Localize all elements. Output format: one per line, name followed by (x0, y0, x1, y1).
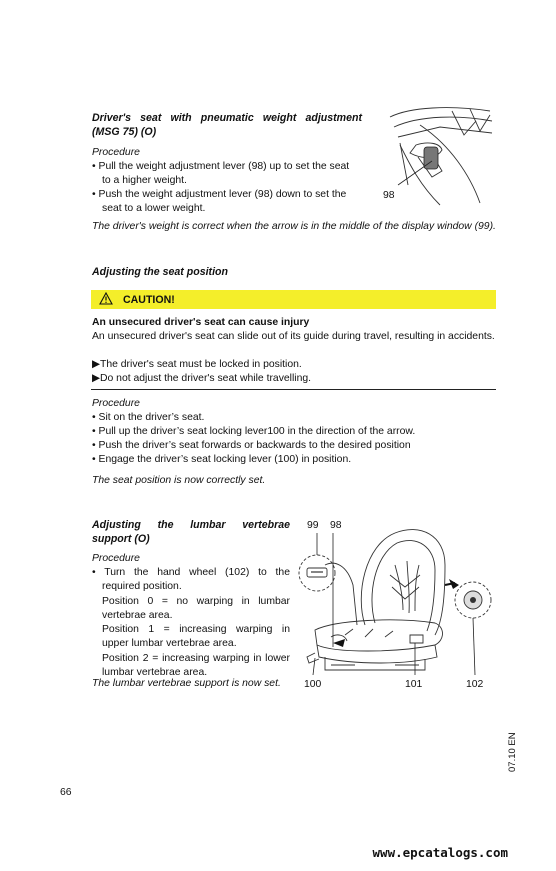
section2-result: The seat position is now correctly set. (92, 475, 266, 486)
section3-line: lumbar vertebrae area. (102, 667, 208, 679)
section2-title: Adjusting the seat position (92, 266, 228, 278)
section1-title-line2: (MSG 75) (O) (92, 126, 157, 139)
section3-line: required position. (102, 581, 182, 593)
section2-step3: • Push the driver’s seat forwards or backwards to the desired position (92, 440, 411, 451)
figure1-label-98: 98 (383, 190, 395, 201)
section2-procedure-label: Procedure (92, 398, 140, 409)
section1-title (92, 111, 362, 140)
figure2-label-98: 98 (330, 520, 342, 531)
section1-title-line1: Driver's seat with pneumatic weight adjustment (92, 112, 362, 124)
figure2-label-101: 101 (405, 679, 423, 690)
section1-bullet1-line2: to a higher weight. (102, 175, 187, 187)
section1-procedure-label: Procedure (92, 147, 140, 158)
section2-step1: • Sit on the driver’s seat. (92, 412, 205, 423)
warning-action2: ▶Do not adjust the driver's seat while travelling. (92, 373, 312, 384)
section2-step4: • Engage the driver’s seat locking lever (100) in position. (92, 454, 352, 465)
page-number: 66 (60, 787, 72, 798)
section3-line: Position 0 = no warping in lumbar (102, 595, 290, 607)
section3-title (92, 518, 290, 547)
warning-action1: ▶The driver's seat must be locked in position. (92, 359, 302, 370)
seat-figure (295, 525, 500, 677)
warning-triangle-icon (99, 292, 113, 305)
section3-line: vertebrae area. (102, 609, 173, 621)
section3-line: Position 2 = increasing warping in lower (102, 652, 290, 664)
lever-handle-shape (424, 147, 438, 169)
section1-bullet1 (92, 160, 367, 189)
section1-note: The driver's weight is correct when the arrow is in the middle of the display window (99). (92, 221, 496, 232)
section3-result: The lumbar vertebrae support is now set. (92, 678, 281, 689)
section1-bullet2 (92, 188, 367, 217)
callout-line-98 (398, 161, 432, 185)
section3-line: Position 1 = increasing warping in (102, 624, 290, 636)
section3-procedure-label: Procedure (92, 553, 140, 564)
section3-instructions (92, 566, 290, 680)
figure2-label-99: 99 (307, 520, 319, 531)
weight-lever-figure (380, 105, 500, 215)
section1-bullet2-line1: • Push the weight adjustment lever (98) down to set the (92, 189, 347, 200)
figure2-label-100: 100 (304, 679, 322, 690)
section3-title-line1: Adjusting the lumbar vertebrae (92, 519, 290, 531)
caution-end-rule (91, 389, 496, 390)
section3-title-line2: support (O) (92, 533, 150, 546)
section1-bullet2-line2: seat to a lower weight. (102, 203, 206, 215)
section1-bullet1-line1: • Pull the weight adjustment lever (98) up to set the seat (92, 161, 350, 172)
warning-title: An unsecured driver's seat can cause injury (92, 317, 310, 328)
warning-text: An unsecured driver's seat can slide out of its guide during travel, resulting in accidents. (92, 331, 495, 342)
section3-line: • Turn the hand wheel (102) to the (92, 567, 290, 578)
version-label: 07.10 EN (507, 732, 518, 772)
section3-line: upper lumbar vertebrae area. (102, 638, 237, 650)
watermark-url: www.epcatalogs.com (372, 845, 508, 860)
caution-label: CAUTION! (123, 294, 175, 306)
figure2-label-102: 102 (466, 679, 484, 690)
section2-step2: • Pull up the driver’s seat locking lever100 in the direction of the arrow. (92, 426, 416, 437)
